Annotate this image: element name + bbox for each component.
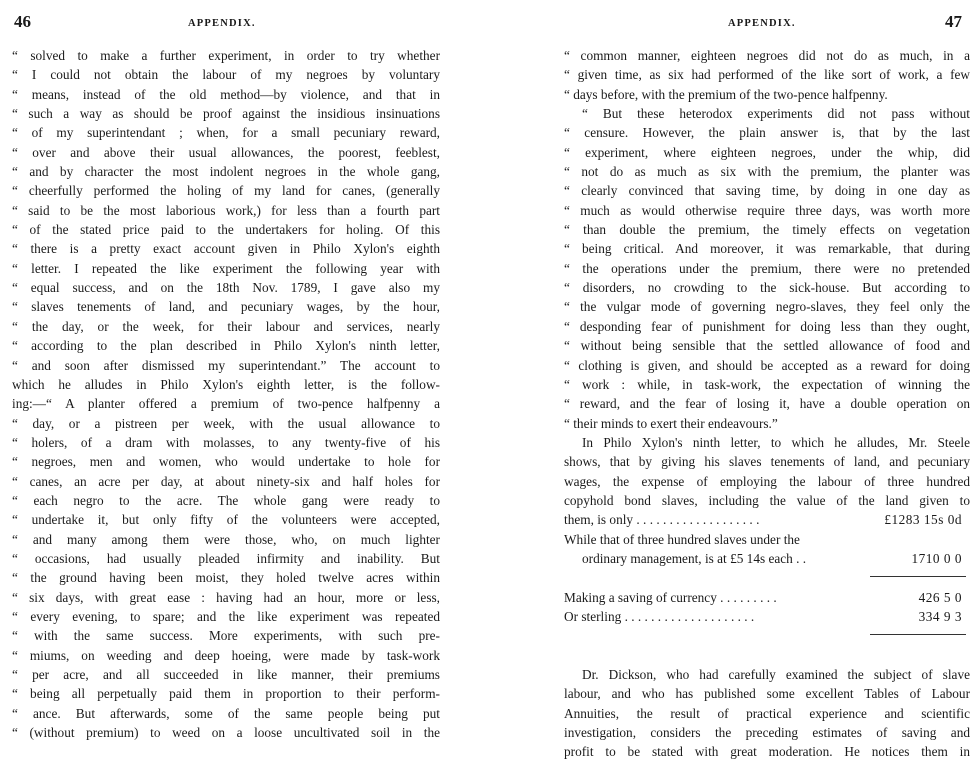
text-line: “ the day, or the week, for their labour and services, nearly (12, 318, 440, 334)
quote-paragraph (564, 104, 970, 433)
right-page-header (500, 12, 980, 38)
text-line: Dr. Dickson, who had carefully examined the subject of slave (582, 667, 970, 682)
text-line: “ (without premium) to weed on a loose uncultivated soil in the (12, 725, 440, 741)
gutter (470, 0, 500, 762)
text-line: “ clearly convinced that saving time, by doing in one day as (564, 183, 970, 199)
text-line: “ such a way as should be proof against the insidious insinuations (12, 106, 440, 122)
running-head: APPENDIX. (188, 18, 256, 29)
text-line: “ miums, on weeding and deep hoeing, were made by task-work (12, 647, 440, 663)
text-line: labour, and who has published some excellent Tables of Labour (564, 686, 970, 702)
ledger-row-ordinary-b (564, 549, 970, 568)
text-line: “ than double the premium, the timely effects on vegetation (564, 222, 970, 238)
text-line: “ disorders, no crowding to the sick-house. But according to (564, 280, 970, 296)
spacer (564, 646, 970, 665)
text-line: which he alludes in Philo Xylon's eighth letter, is the follow- (12, 376, 440, 392)
text-line: “ slaves tenements of land, and pecuniary wages, by the hour, (12, 299, 440, 315)
text-line: “ solved to make a further experiment, in order to try whether (12, 48, 440, 63)
text-line: “ I could not obtain the labour of my negroes by voluntary (12, 67, 440, 83)
text-line: “ being all perpetually paid them in proportion to their perform- (12, 686, 440, 702)
text-line: “ with the same success. More experiments, with such pre- (12, 628, 440, 644)
ledger-row-sterling (564, 607, 970, 626)
text-line: “ much as would otherwise require three days, was worth more (564, 202, 970, 218)
steele-paragraph (564, 433, 970, 510)
text-line: profit to be stated with great moderation. He notices them in (564, 744, 970, 760)
text-line: “ per acre, and all succeeded in like manner, their premiums (12, 667, 440, 682)
text-line: “ the vulgar mode of governing negro-slaves, they feel only the (564, 299, 970, 315)
text-line: “ the operations under the premium, there were no pretended (564, 260, 970, 276)
text-line: “ each negro to the acre. The whole gang were ready to (12, 492, 440, 508)
text-line: “ day, or a pistreen per week, with the usual allowance to (12, 415, 440, 431)
text-line: “ ance. But afterwards, some of the same people being put (12, 705, 440, 721)
text-line: “ of my superintendant ; when, for a small pecuniary reward, (12, 125, 440, 141)
text-line: “ cheerfully performed the holing of my land for canes, (generally (12, 183, 440, 199)
text-line: “ canes, an acre per day, at about ninety-six and half holes for (12, 473, 440, 489)
running-head: APPENDIX. (728, 18, 796, 29)
ledger-rule (564, 568, 970, 587)
rule-line (870, 634, 966, 635)
text-line: “ clothing is given, and should be accepted as a reward for doing (564, 357, 970, 373)
text-line: “ work : while, in task-work, the expectation of winning the (564, 376, 970, 392)
text-line: “ undertake it, but only fifty of the volunteers were accepted, (12, 512, 440, 528)
right-page (500, 0, 980, 762)
ledger-label: Making a saving of currency . . . . . . . . . (564, 589, 777, 605)
text-line: “ their minds to exert their endeavours.” (564, 415, 778, 431)
text-line: “ occasions, had usually pleaded infirmity and inability. But (12, 550, 440, 566)
text-line: “ the ground having been moist, they holed twelve acres within (12, 570, 440, 586)
ledger-amount: 426 5 0 (918, 589, 962, 605)
page-number: 47 (945, 12, 962, 31)
left-page-text (12, 46, 440, 742)
dickson-paragraph (564, 665, 970, 762)
text-line: wages, the expense of employing the labour of three hundred (564, 473, 970, 489)
text-line: “ according to the plan described in Philo Xylon's ninth letter, (12, 338, 440, 354)
text-line: “ every evening, to spare; and the like experiment was repeated (12, 608, 440, 624)
ledger-amount: 334 9 3 (918, 608, 962, 624)
ledger-row-total (564, 510, 970, 529)
text-line: copyhold bond slaves, including the value of the land given to (564, 492, 970, 508)
ledger-amount: £1283 15s 0d (884, 512, 962, 528)
text-line: “ being critical. And moreover, it was remarkable, that during (564, 241, 970, 257)
page-number: 46 (14, 12, 31, 31)
text-line: “ six days, with great ease : having had an hour, more or less, (12, 589, 440, 605)
text-line: “ said to be the most laborious work,) for less than a fourth part (12, 202, 440, 218)
right-page-text (564, 46, 970, 762)
ledger-rule (564, 626, 970, 645)
rule-line (870, 576, 966, 577)
text-line: investigation, considers the preceding estimates of saving and (564, 725, 970, 741)
text-line: shows, that by giving his slaves tenements of land, and pecuniary (564, 454, 970, 470)
ledger-row-ordinary-a (564, 530, 970, 549)
text-line: “ not do as much as six with the premium, the planter was (564, 164, 970, 180)
text-line: “ letter. I repeated the like experiment the following year with (12, 260, 440, 276)
ledger-label: Or sterling . . . . . . . . . . . . . . . . . . . . (564, 608, 755, 624)
text-line: “ means, instead of the old method—by violence, and that in (12, 86, 440, 102)
text-line: “ censure. However, the plain answer is, that by the last (564, 125, 970, 141)
text-line: “ common manner, eighteen negroes did not do as much, in a (564, 48, 970, 63)
text-line: In Philo Xylon's ninth letter, to which he alludes, Mr. Steele (582, 434, 970, 450)
ledger-label: While that of three hundred slaves under the (564, 531, 800, 547)
text-line: “ and soon after dismissed my superintendant.” The account to (12, 357, 440, 373)
text-line: “ negroes, men and women, who would undertake to hole for (12, 454, 440, 470)
text-line: “ experiment, where eighteen negroes, under the whip, did (564, 144, 970, 160)
text-line: “ there is a pretty exact account given in Philo Xylon's eighth (12, 241, 440, 257)
ledger-amount: 1710 0 0 (911, 550, 962, 566)
text-line: “ But these heterodox experiments did not pass without (582, 106, 970, 122)
text-line: ing:—“ A planter offered a premium of two-pence halfpenny a (12, 396, 440, 412)
text-line: “ desponding fear of punishment for doing less than they ought, (564, 318, 970, 334)
text-line: Annuities, the result of practical experience and scientific (564, 705, 970, 721)
text-line: “ given time, as six had performed of the like sort of work, a few (564, 67, 970, 83)
text-line: “ over and above their usual allowances, the poorest, feeblest, (12, 144, 440, 160)
left-page (0, 0, 470, 762)
text-line: “ days before, with the premium of the two-pence halfpenny. (564, 86, 888, 102)
text-line: “ without being sensible that the settled allowance of food and (564, 338, 970, 354)
continued-quote (564, 46, 970, 104)
ledger-label: them, is only . . . . . . . . . . . . . . . . . . . (564, 512, 760, 528)
text-line: “ and by character the most indolent negroes in the whole gang, (12, 164, 440, 180)
left-page-header (0, 12, 470, 38)
text-line: “ of the stated price paid to the undertakers for holing. Of this (12, 222, 440, 238)
text-line: “ holers, of a dram with molasses, to any twenty-five of his (12, 434, 440, 450)
ledger-row-currency (564, 588, 970, 607)
text-line: “ equal success, and on the 18th Nov. 1789, I gave also my (12, 280, 440, 296)
text-line: “ reward, and the fear of losing it, have a double operation on (564, 396, 970, 412)
text-line: “ and many among them were those, who, on much lighter (12, 531, 440, 547)
ledger-label: ordinary management, is at £5 14s each . . (582, 550, 807, 566)
